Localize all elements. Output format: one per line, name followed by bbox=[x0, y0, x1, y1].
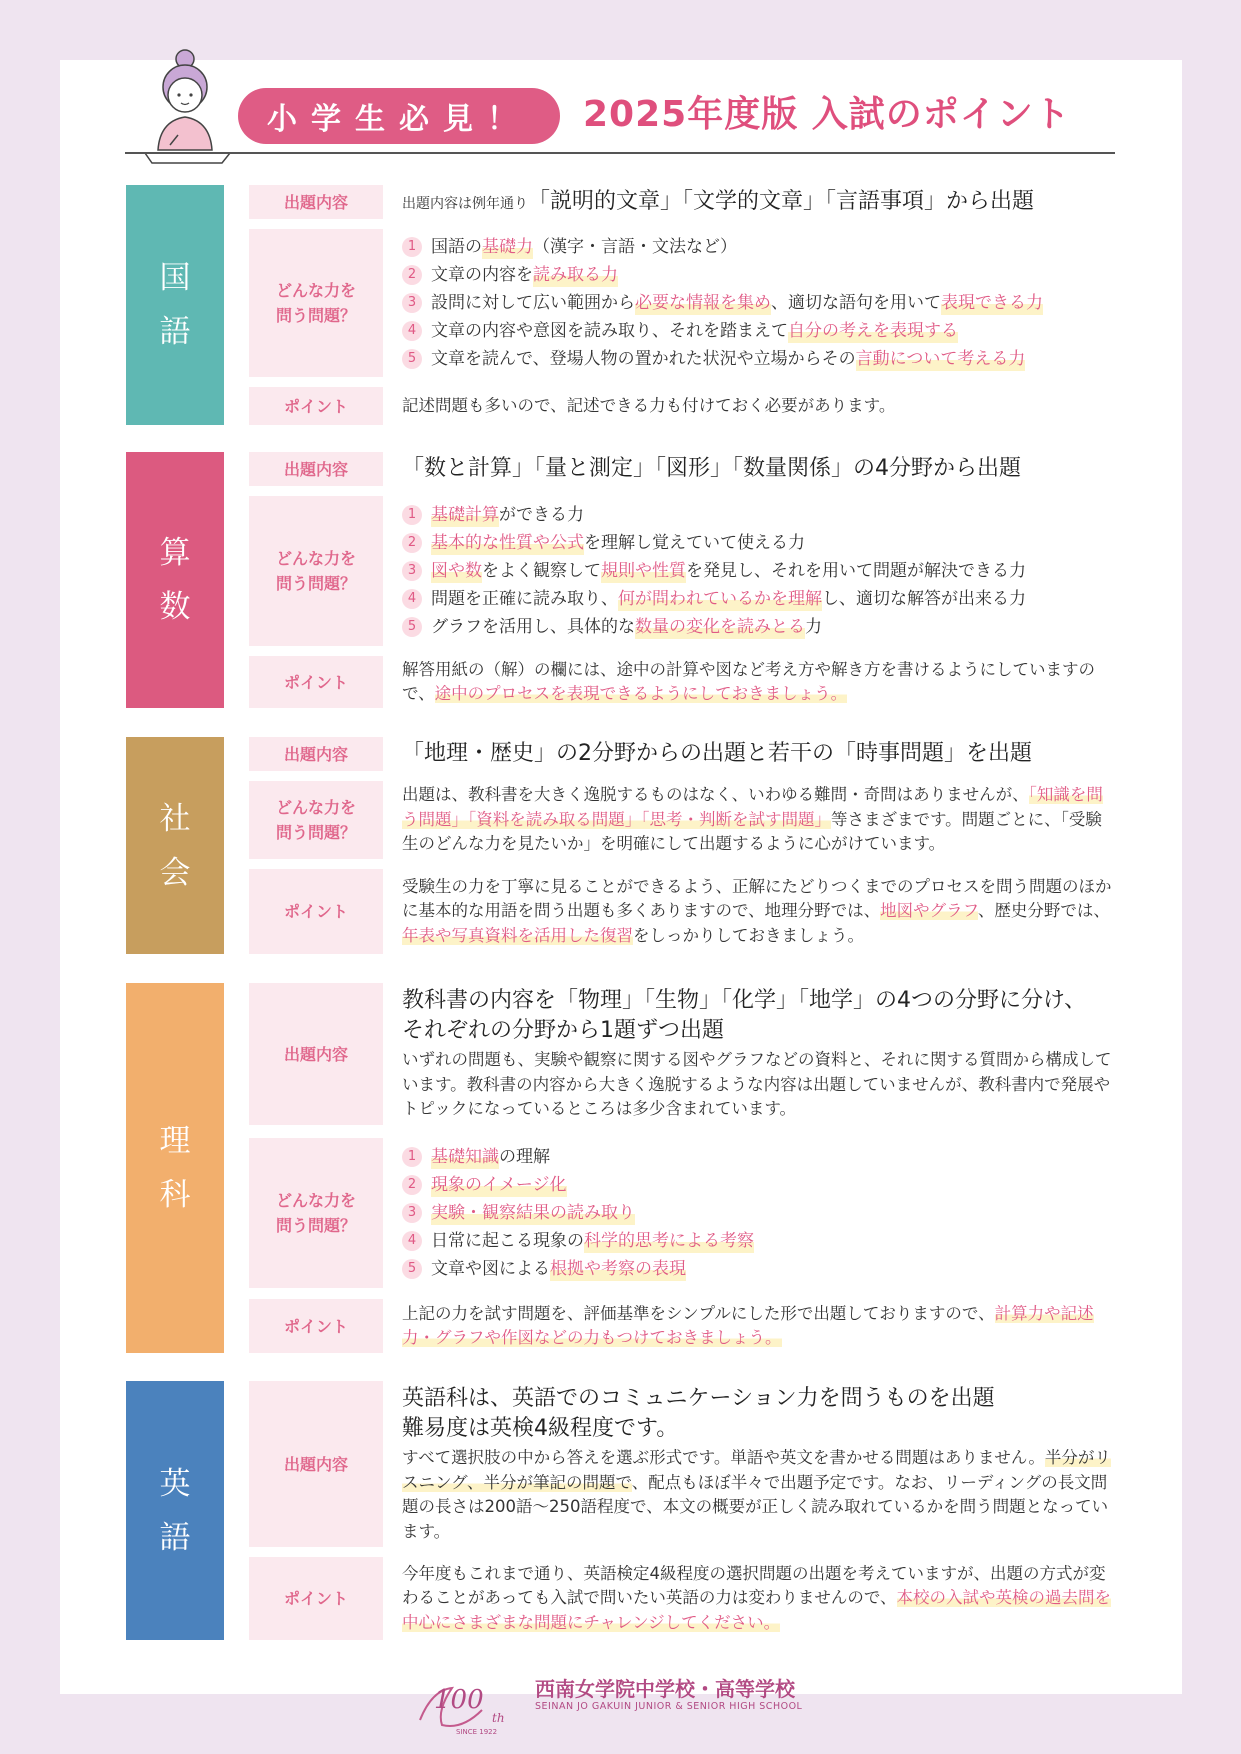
number-badge: 3 bbox=[402, 1203, 422, 1223]
item-text: ができる力 bbox=[499, 504, 584, 525]
header-badge: 小学生必見！ bbox=[238, 88, 560, 144]
section-eigo bbox=[126, 1381, 1116, 1640]
point-highlight: 地図やグラフ bbox=[880, 901, 978, 921]
item-text: 文章を読んで、登場人物の置かれた状況や立場からその bbox=[431, 348, 856, 369]
row-content bbox=[249, 1381, 1116, 1547]
row-content bbox=[249, 185, 1116, 219]
row-point bbox=[249, 869, 1116, 954]
point-body: 、歴史分野では、 bbox=[977, 901, 1110, 921]
content-heading: 「地理・歴史」の2分野からの出題と若干の「時事問題」を出題 bbox=[402, 741, 1032, 766]
number-badge: 1 bbox=[402, 237, 422, 257]
content-highlight: 半分がリスニング、半分が筆記の問題で bbox=[402, 1448, 1111, 1492]
point-highlight: 途中のプロセスを表現できるようにしておきましょう。 bbox=[434, 684, 848, 703]
item-highlight: 必要な情報を集め bbox=[635, 291, 771, 316]
subject-char: 語 bbox=[159, 1519, 191, 1556]
ability-body: 等さまざまです。問題ごとに、「受験生のどんな力を見たいか」を明確にして出題するように心がけています。 bbox=[402, 809, 1102, 854]
row-point bbox=[249, 387, 1116, 425]
label-content: 出題内容 bbox=[249, 185, 383, 219]
list-item bbox=[402, 345, 1116, 373]
subject-char: 算 bbox=[159, 535, 191, 571]
student-illustration bbox=[140, 45, 232, 175]
label-ability-line: 問う問題？ bbox=[275, 823, 356, 842]
content-text bbox=[402, 983, 1116, 1125]
list-item bbox=[402, 1227, 1116, 1255]
ability-list bbox=[402, 229, 1116, 377]
point-body: 上記の力を試す問題を、評価基準をシンプルにした形で出題しておりますので、 bbox=[402, 1303, 995, 1323]
number-badge: 4 bbox=[402, 589, 422, 609]
section-shakai bbox=[126, 737, 1116, 954]
item-highlight: 規則や性質 bbox=[601, 559, 686, 584]
page-title: 2025年度版 入試のポイント bbox=[583, 94, 1071, 135]
item-highlight: 基礎知識 bbox=[431, 1145, 499, 1170]
content-heading: 難易度は英検4級程度です。 bbox=[402, 1416, 679, 1441]
row-ability bbox=[249, 1138, 1116, 1288]
point-body: 今年度もこれまで通り、英語検定4級程度の選択問題の出題を考えていますが、出題の方式が変わることがあっても入試で問いたい英語の力は変わりませんので、 bbox=[402, 1563, 1106, 1608]
row-content bbox=[249, 452, 1116, 486]
subject-label-eigo bbox=[126, 1381, 224, 1640]
item-text: 国語の bbox=[431, 236, 482, 257]
subject-char: 国 bbox=[159, 260, 191, 296]
subject-label-sansu bbox=[126, 452, 224, 708]
row-point bbox=[249, 1557, 1116, 1640]
subject-char: 英 bbox=[159, 1465, 191, 1502]
number-badge: 3 bbox=[402, 561, 422, 581]
ability-list bbox=[402, 496, 1116, 646]
item-highlight: 基礎力 bbox=[482, 235, 533, 260]
list-item bbox=[402, 501, 1116, 529]
item-text: 力 bbox=[805, 616, 822, 637]
label-ability-line: どんな力を bbox=[275, 281, 356, 300]
item-highlight: 根拠や考察の表現 bbox=[550, 1257, 686, 1282]
point-body: 受験生の力を丁寧に見ることができるよう、正解にたどりつくまでのプロセスを問う問題のほかに基本的な用語を問う出題も多くありますので、地理分野では、 bbox=[402, 876, 1112, 921]
row-content bbox=[249, 737, 1116, 771]
subject-char: 理 bbox=[159, 1123, 191, 1159]
anniversary-logo bbox=[412, 1670, 522, 1738]
item-highlight: 表現できる力 bbox=[941, 291, 1043, 316]
number-badge: 5 bbox=[402, 349, 422, 369]
item-highlight: 自分の考えを表現する bbox=[788, 319, 958, 344]
number-badge: 3 bbox=[402, 293, 422, 313]
section-kokugo bbox=[126, 185, 1116, 425]
content-heading: 教科書の内容を「物理」「生物」「化学」「地学」の4つの分野に分け、 bbox=[402, 988, 1087, 1014]
content-text bbox=[402, 185, 1116, 219]
number-badge: 5 bbox=[402, 1259, 422, 1279]
label-ability bbox=[249, 229, 383, 377]
item-text: 文章や図による bbox=[431, 1258, 550, 1279]
content-text bbox=[402, 1381, 1116, 1547]
list-item bbox=[402, 529, 1116, 557]
item-text: 、適切な語句を用いて bbox=[771, 292, 941, 313]
content-body: いずれの問題も、実験や観察に関する図やグラフなどの資料と、それに関する質問から構成しています。教科書の内容から大きく逸脱するような内容は出題していませんが、教科書内で発展やトピックになっているところは多少含まれています。 bbox=[402, 1050, 1112, 1119]
number-badge: 1 bbox=[402, 505, 422, 525]
school-name: 西南女学院中学校・高等学校 bbox=[535, 1677, 795, 1701]
item-text: を理解し覚えていて使える力 bbox=[584, 532, 805, 553]
label-point: ポイント bbox=[249, 1557, 383, 1640]
point-body: をしっかりしておきましょう。 bbox=[633, 925, 864, 945]
content-heading: それぞれの分野から1題ずつ出題 bbox=[402, 1018, 724, 1044]
item-text: をよく観察して bbox=[482, 560, 601, 581]
list-item bbox=[402, 1143, 1116, 1171]
label-ability-line: 問う問題？ bbox=[275, 1216, 356, 1235]
label-ability-line: 問う問題？ bbox=[275, 306, 356, 325]
label-content: 出題内容 bbox=[249, 737, 383, 771]
label-ability-line: どんな力を bbox=[275, 549, 356, 568]
item-text: を発見し、それを用いて問題が解決できる力 bbox=[686, 560, 1026, 581]
subject-label-kokugo bbox=[126, 185, 224, 425]
item-text: の理解 bbox=[499, 1146, 550, 1167]
subject-char: 会 bbox=[159, 854, 191, 891]
content-small: 出題内容は例年通り bbox=[402, 196, 528, 212]
row-point bbox=[249, 656, 1116, 708]
label-point: ポイント bbox=[249, 656, 383, 708]
content-body: 、配点もほぼ半々で出題予定です。なお、リーディングの長文問題の長さは200語～250語程度で、本文の概要が正しく読み取れているかを問う問題となっています。 bbox=[402, 1472, 1109, 1541]
list-item bbox=[402, 1199, 1116, 1227]
list-item bbox=[402, 1171, 1116, 1199]
row-ability bbox=[249, 781, 1116, 859]
content-heading: 英語科は、英語でのコミュニケーション力を問うものを出題 bbox=[402, 1386, 995, 1411]
ability-text bbox=[402, 781, 1116, 859]
point-highlight: 年表や写真資料を活用した復習 bbox=[402, 925, 633, 945]
list-item bbox=[402, 289, 1116, 317]
label-content: 出題内容 bbox=[249, 983, 383, 1125]
logo-suffix: th bbox=[492, 1711, 505, 1725]
list-item bbox=[402, 613, 1116, 641]
row-content bbox=[249, 983, 1116, 1125]
list-item bbox=[402, 1255, 1116, 1283]
row-point bbox=[249, 1299, 1116, 1353]
item-text: 設問に対して広い範囲から bbox=[431, 292, 635, 313]
point-body: 解答用紙の（解）の欄には、途中の計算や図など考え方や解き方を書けるようにしていますので、 bbox=[402, 659, 1095, 703]
content-heading: 「説明的文章」「文学的文章」「言語事項」から出題 bbox=[528, 189, 1035, 214]
section-sansu bbox=[126, 452, 1116, 708]
item-text: 文章の内容を bbox=[431, 264, 533, 285]
subject-char: 社 bbox=[159, 800, 191, 837]
item-text: 文章の内容や意図を読み取り、それを踏まえて bbox=[431, 320, 788, 341]
list-item bbox=[402, 261, 1116, 289]
label-content: 出題内容 bbox=[249, 1381, 383, 1547]
point-text bbox=[402, 1299, 1116, 1353]
item-text: 問題を正確に読み取り、 bbox=[431, 588, 618, 609]
point-text: 記述問題も多いので、記述できる力も付けておく必要があります。 bbox=[402, 395, 896, 415]
number-badge: 2 bbox=[402, 1175, 422, 1195]
number-badge: 2 bbox=[402, 265, 422, 285]
item-highlight: 実験・観察結果の読み取り bbox=[431, 1201, 635, 1226]
item-highlight: 科学的思考による考察 bbox=[584, 1229, 754, 1254]
row-ability bbox=[249, 496, 1116, 646]
label-point: ポイント bbox=[249, 387, 383, 425]
content-heading: 「数と計算」「量と測定」「図形」「数量関係」の4分野から出題 bbox=[402, 456, 1021, 481]
logo-number: 100 bbox=[434, 1685, 484, 1715]
item-text: 日常に起こる現象の bbox=[431, 1230, 584, 1251]
header-divider bbox=[125, 152, 1115, 154]
number-badge: 1 bbox=[402, 1147, 422, 1167]
section-rika bbox=[126, 983, 1116, 1353]
ability-highlight: 「知識を問う問題」「資料を読み取る問題」「思考・判断を試す問題」 bbox=[402, 785, 1103, 829]
item-text: し、適切な解答が出来る力 bbox=[822, 588, 1026, 609]
point-text bbox=[402, 1557, 1116, 1640]
label-ability-line: どんな力を bbox=[275, 1191, 356, 1210]
label-ability-line: 問う問題？ bbox=[275, 574, 356, 593]
item-highlight: 言動について考える力 bbox=[856, 347, 1026, 372]
subject-char: 数 bbox=[159, 589, 191, 625]
label-content: 出題内容 bbox=[249, 452, 383, 486]
list-item bbox=[402, 317, 1116, 345]
item-highlight: 読み取る力 bbox=[533, 263, 618, 288]
number-badge: 4 bbox=[402, 1231, 422, 1251]
content-text bbox=[402, 737, 1116, 771]
subject-char: 語 bbox=[159, 314, 191, 350]
subject-label-shakai bbox=[126, 737, 224, 954]
label-ability bbox=[249, 496, 383, 646]
list-item bbox=[402, 233, 1116, 261]
logo-since: SINCE 1922 bbox=[456, 1728, 498, 1736]
list-item bbox=[402, 557, 1116, 585]
number-badge: 4 bbox=[402, 321, 422, 341]
label-point: ポイント bbox=[249, 1299, 383, 1353]
number-badge: 5 bbox=[402, 617, 422, 637]
subject-char: 科 bbox=[159, 1177, 191, 1213]
item-highlight: 現象のイメージ化 bbox=[431, 1173, 567, 1198]
ability-list bbox=[402, 1138, 1116, 1288]
content-body: すべて選択肢の中から答えを選ぶ形式です。単語や英文を書かせる問題はありません。 bbox=[402, 1448, 1045, 1467]
subject-label-rika bbox=[126, 983, 224, 1353]
item-highlight: 基本的な性質や公式 bbox=[431, 531, 584, 556]
item-highlight: 数量の変化を読みとる bbox=[635, 615, 805, 640]
number-badge: 2 bbox=[402, 533, 422, 553]
content-text bbox=[402, 452, 1116, 486]
school-name-english: SEINAN JO GAKUIN JUNIOR & SENIOR HIGH SCHOOL bbox=[535, 1701, 803, 1712]
ability-body: 出題は、教科書を大きく逸脱するものはなく、いわゆる難問・奇問はありませんが、 bbox=[402, 785, 1029, 805]
item-highlight: 何が問われているかを理解 bbox=[618, 587, 822, 612]
point-highlight: 計算力や記述力・グラフや作図などの力もつけておきましょう。 bbox=[402, 1303, 1094, 1347]
item-text: （漢字・言語・文法など） bbox=[533, 236, 737, 257]
item-text: グラフを活用し、具体的な bbox=[431, 616, 635, 637]
label-ability-line: どんな力を bbox=[275, 798, 356, 817]
row-ability bbox=[249, 229, 1116, 377]
item-highlight: 基礎計算 bbox=[431, 503, 499, 528]
list-item bbox=[402, 585, 1116, 613]
point-text bbox=[402, 656, 1116, 708]
label-ability bbox=[249, 781, 383, 859]
label-ability bbox=[249, 1138, 383, 1288]
label-point: ポイント bbox=[249, 869, 383, 954]
point-highlight: 本校の入試や英検の過去問を中心にさまざまな問題にチャレンジしてください。 bbox=[402, 1588, 1112, 1632]
item-highlight: 図や数 bbox=[431, 559, 482, 584]
point-text bbox=[402, 869, 1116, 954]
